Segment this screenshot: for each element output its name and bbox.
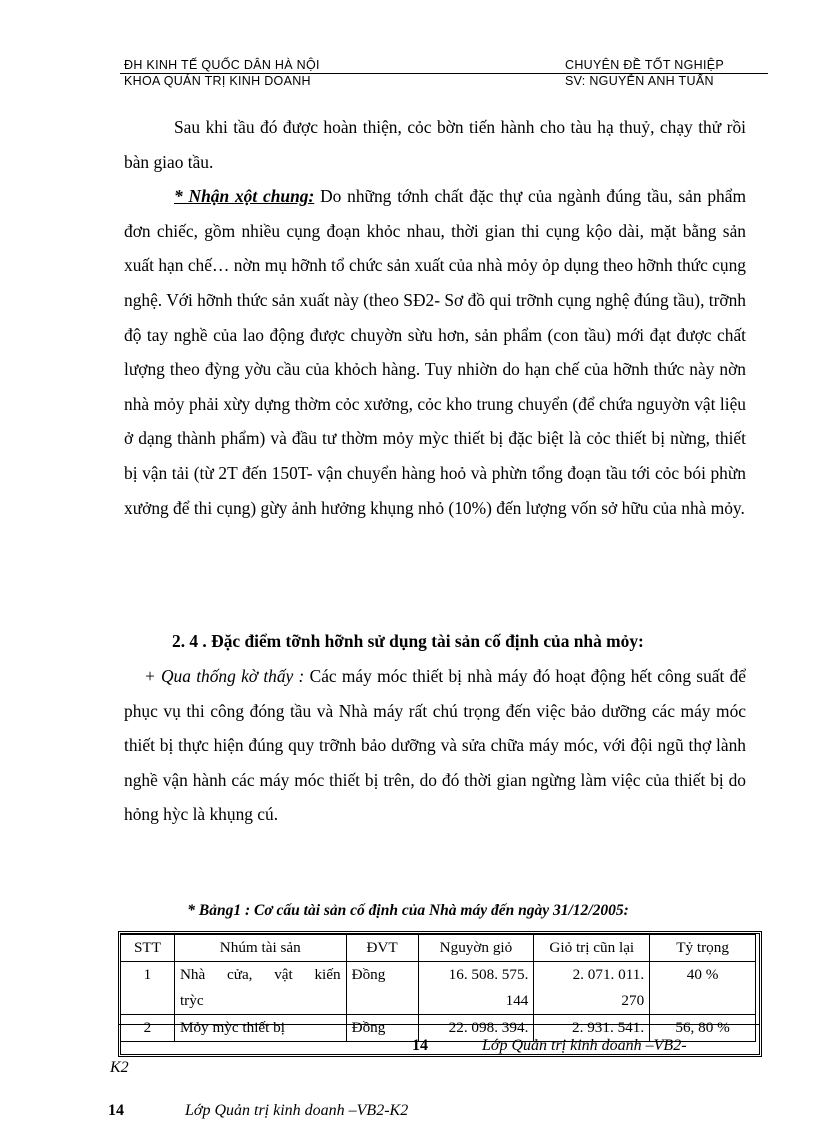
footer-page-number-2: 14 (108, 1102, 124, 1119)
col-stt: STT (121, 935, 175, 962)
cell-ratio: 56, 80 % (650, 1015, 756, 1042)
cell-remaining-value (534, 962, 650, 1015)
footer-page-number: 14 (412, 1037, 428, 1054)
cell-text: 2. 071. 011. (572, 966, 645, 983)
body-text (124, 110, 746, 525)
footer-class-name: Lớp Quản trị kinh doanh –VB2- (482, 1037, 687, 1054)
col-original-cost: Nguyờn giỏ (418, 935, 534, 962)
cell-remaining-value: 2. 931. 541. (534, 1015, 650, 1042)
col-asset-group: Nhúm tài sản (174, 935, 346, 962)
footer-class-name-2: Lớp Quản trị kinh doanh –VB2-K2 (185, 1102, 409, 1119)
table-header-row (121, 935, 756, 962)
remark-text: Do những tớnh chất đặc thự của ngành đúng tầu, sản phẩm đơn chiếc, gồm nhiều cụng đoạn khỏc nhau, thời gian thi cụng kộo dài, mặt bằng sản xuất hạn chế… nờn mụ hỡnh tổ chức sản xuất của nhà mỏy ỏp dụng theo hỡnh thức cụng nghệ. Với hỡnh thức sản xuất này (theo SĐ2- Sơ đồ qui trỡnh cụng nghệ đúng tầu), trỡnh độ tay nghề của lao động được chuyờn sừu hơn, sản phẩm (con tầu) mới đạt được chất lượng theo đỳng yờu cầu của khỏch hàng. Tuy nhiờn do hạn chế của hỡnh thức này nờn nhà mỏy phải xừy dựng thờm cỏc xưởng, cỏc kho trung chuyển (để chứa nguyờn vật liệu ở dạng thành phẩm) và đầu tư thờm mỏy mỳc thiết bị đặc biệt là cỏc thiết bị nừng, thiết bị vận tải (từ 2T đến 150T- vận chuyển hàng hoỏ và phừn tổng đoạn tầu tới cỏc bói phừn xưởng để thi cụng) gừy ảnh hưởng khụng nhỏ (10%) đến lượng vốn sở hữu của nhà mỏy. (124, 186, 747, 518)
statistics-text: Các máy móc thiết bị nhà máy đó hoạt động hết công suất để phục vụ thi công đóng tầu và Nhà máy rất chú trọng đến việc bảo dưỡng các máy móc thiết bị thực hiện đúng quy trỡnh bảo dưỡng và sửa chữa máy móc, với đội ngũ thợ lành nghề vận hành các máy móc thiết bị trên, do đó thời gian ngừng làm việc của thiết bị do hỏng hỳc là khụng cú. (124, 666, 746, 825)
footer-rule (118, 1024, 760, 1025)
paragraph-launch: Sau khi tầu đó được hoàn thiện, cỏc bờn tiến hành cho tàu hạ thuỷ, chạy thử rồi bàn giao tầu. (124, 117, 746, 172)
col-unit: ĐVT (346, 935, 418, 962)
cell-original-cost (418, 962, 534, 1015)
table-caption: * Bảng1 : Cơ cấu tài sản cố định của Nhà máy đến ngày 31/12/2005: (187, 902, 629, 919)
paragraph-general-remark (124, 179, 746, 525)
cell-asset-group: Mỏy mỳc thiết bị (174, 1015, 346, 1042)
header-student: SV: NGUYỄN ANH TUẤN (565, 74, 714, 88)
statistics-label: + Qua thống kờ thấy : (144, 666, 305, 686)
cell-stt: 2 (121, 1015, 175, 1042)
cell-unit: Đồng (346, 962, 418, 1015)
cell-unit: Đồng (346, 1015, 418, 1042)
col-ratio: Tỷ trọng (650, 935, 756, 962)
cell-stt: 1 (121, 962, 175, 1015)
header-thesis-type: CHUYÊN ĐỀ TỐT NGHIỆP (565, 58, 725, 72)
remark-label: * Nhận xột chung: (174, 186, 315, 207)
header-university: ĐH KINH TẾ QUỐC DÂN HÀ NỘI (124, 58, 320, 72)
header-rule (120, 73, 768, 74)
cell-ratio: 40 % (650, 962, 756, 1015)
cell-original-cost: 22. 098. 394. (418, 1015, 534, 1042)
header-faculty: KHOA QUẢN TRỊ KINH DOANH (124, 74, 311, 88)
cell-text: Nhà cửa, vật kiến (179, 966, 341, 983)
asset-table (120, 934, 756, 1042)
cell-asset-group (174, 962, 346, 1015)
body-text-2 (124, 659, 746, 832)
cell-text: 144 (505, 992, 529, 1009)
cell-text: 270 (621, 992, 645, 1009)
col-remaining-value: Giỏ trị cũn lại (534, 935, 650, 962)
footer-class-continuation: K2 (110, 1059, 129, 1076)
section-heading: 2. 4 . Đặc điểm tỡnh hỡnh sử dụng tài sản cố định của nhà mỏy: (172, 631, 644, 651)
cell-text: 16. 508. 575. (448, 966, 529, 983)
table-row (121, 962, 756, 1015)
cell-text: trỳc (179, 992, 204, 1009)
paragraph-statistics (124, 659, 746, 832)
